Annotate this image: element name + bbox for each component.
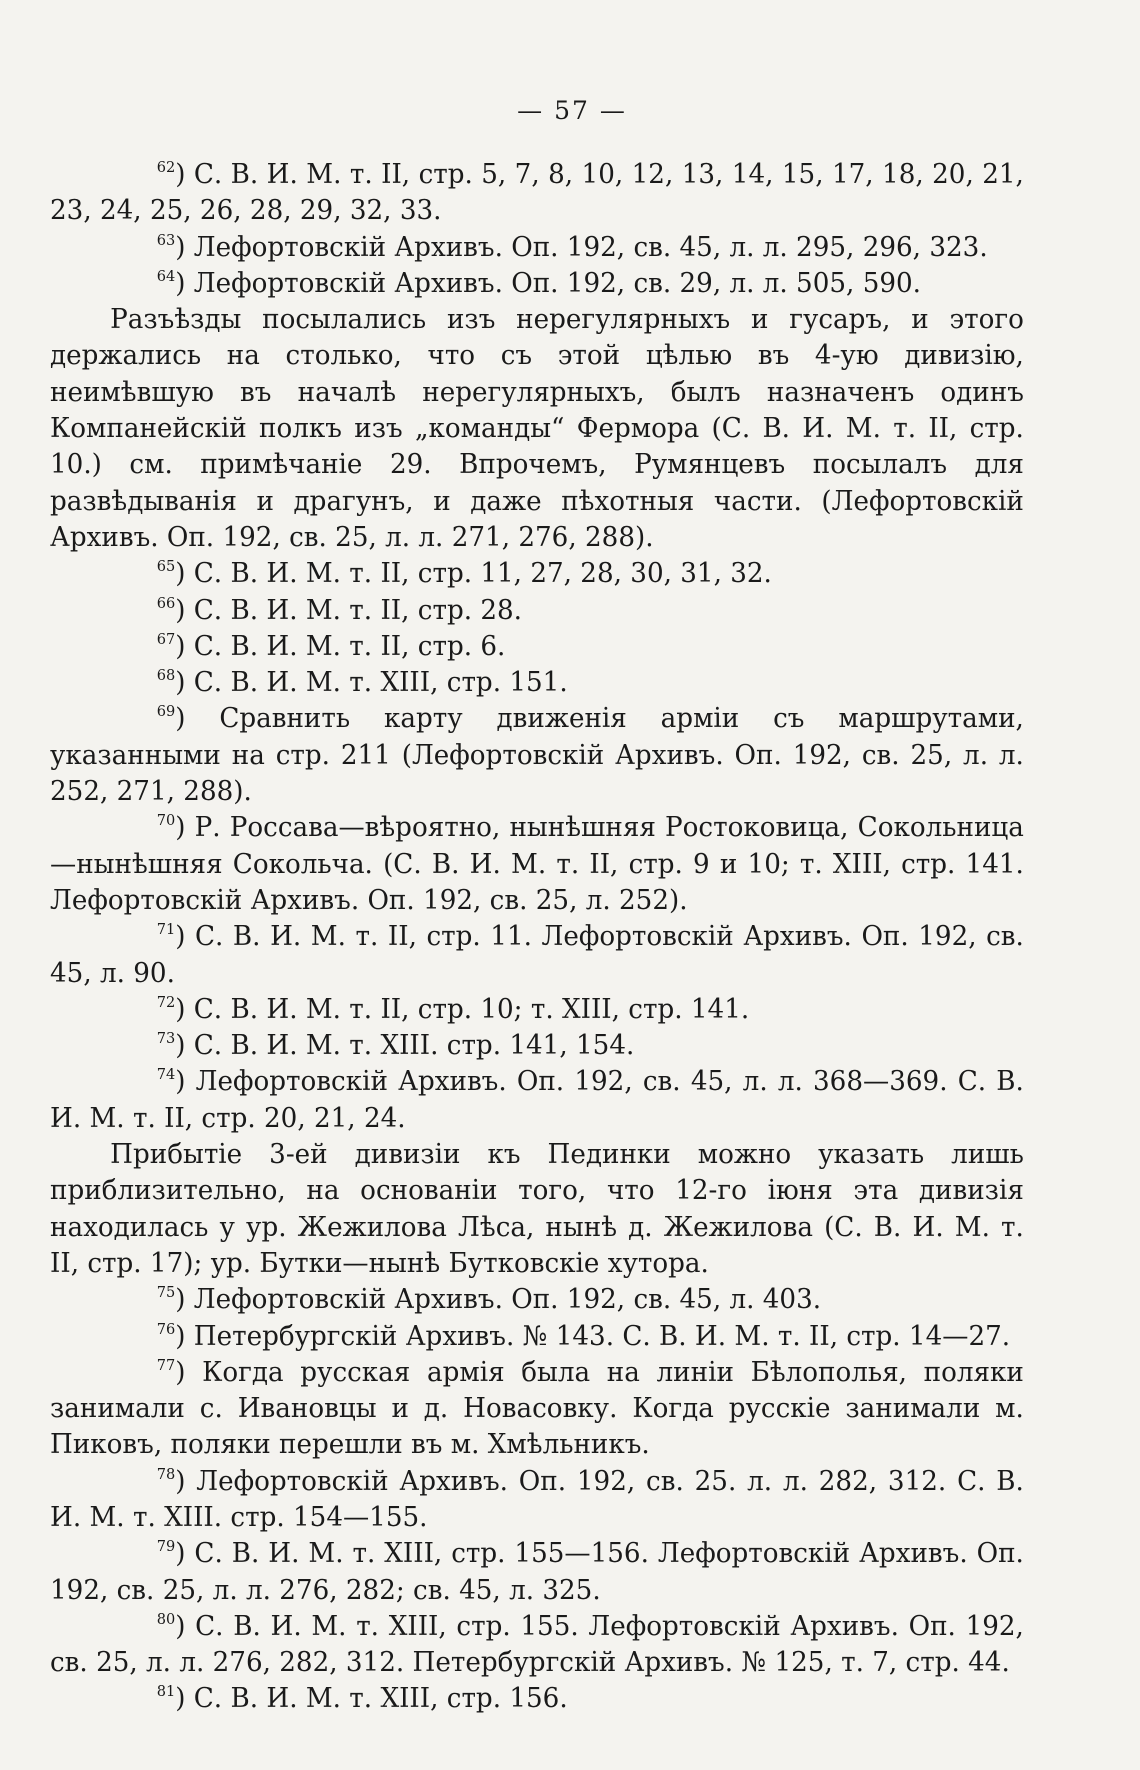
paragraph-text: Прибытіе 3-ей дивизіи къ Пединки можно указать лишь приблизительно, на основаніи того, что 12-го іюня эта дивизія находилась у ур. Жежилова Лѣса, нынѣ д. Жежилова (С. В. И. М. т. II, стр. 17); ур. Бутки—нынѣ Бутковскіе хутора. <box>50 1139 1024 1279</box>
footnote-text: ) С. В. И. М. т. II, стр. 5, 7, 8, 10, 12, 13, 14, 15, 17, 18, 20, 21, 23, 24, 25, 26, 28, 29, 32, 33. <box>50 159 1024 227</box>
footnote-number: 62 <box>156 158 176 176</box>
footnote-number: 71 <box>156 920 176 939</box>
footnote-text: ) Лефортовскій Архивъ. Оп. 192, св. 45, л. 403. <box>175 1284 822 1316</box>
footnote-number: 65 <box>156 557 176 576</box>
footnote-number: 67 <box>156 629 176 648</box>
page-number: — 57 — <box>517 96 627 125</box>
footnote <box>50 556 1024 592</box>
footnote-text: ) Р. Россава—вѣроятно, нынѣшняя Ростоковица, Сокольница—нынѣшняя Сокольча. (С. В. И. М. т. II, стр. 9 и 10; т. XIII, стр. 141. Лефортовскій Архивъ. Оп. 192, св. 25, л. 252). <box>50 812 1024 916</box>
footnote-number: 63 <box>156 230 176 249</box>
footnote <box>50 665 1024 701</box>
paragraph <box>50 302 1024 556</box>
paragraph <box>50 1137 1024 1282</box>
footnote-text: ) С. В. И. М. т. XIII, стр. 155. Лефортовскій Архивъ. Оп. 192, св. 25, л. л. 276, 282, 312. Петербургскій Архивъ. № 125, т. 7, стр. 44. <box>50 1610 1024 1679</box>
footnote-text: ) С. В. И. М. т. II, стр. 10; т. XIII, стр. 141. <box>175 993 750 1025</box>
paragraph-text: Разъѣзды посылались изъ нерегулярныхъ и гусаръ, и этого держались на столько, что съ этой цѣлью въ 4-ую дивизію, неимѣвшую въ началѣ нерегулярныхъ, былъ назначенъ одинъ Компанейскій полкъ изъ „команды“ Фермора (С. В. И. М. т. II, стр. 10.) см. примѣчаніе 29. Впрочемъ, Румянцевъ посылалъ для развѣдыванія и драгунъ, и даже пѣхотныя части. (Лефортовскій Архивъ. Оп. 192, св. 25, л. л. 271, 276, 288). <box>50 304 1024 553</box>
footnote <box>50 266 1024 302</box>
footnote <box>50 230 1024 266</box>
footnote <box>50 1282 1024 1318</box>
footnote-text: ) Петербургскій Архивъ. № 143. С. В. И. М. т. II, стр. 14—27. <box>175 1320 1011 1352</box>
footnote-text: ) С. В. И. М. т. XIII, стр. 156. <box>175 1683 568 1715</box>
footnote-number: 73 <box>156 1029 176 1048</box>
footnote <box>50 1355 1024 1464</box>
footnote <box>50 1064 1024 1137</box>
footnote-text: ) С. В. И. М. т. II, стр. 11. Лефортовскій Архивъ. Оп. 192, св. 45, л. 90. <box>50 921 1024 989</box>
footnote-text: ) С. В. И. М. т. II, стр. 11, 27, 28, 30, 31, 32. <box>175 558 772 590</box>
footnote <box>50 919 1024 992</box>
footnote <box>50 1681 1024 1717</box>
footnote-number: 74 <box>156 1065 176 1084</box>
footnote <box>50 1536 1024 1609</box>
footnote <box>50 810 1024 919</box>
footnote <box>50 593 1024 629</box>
footnote-number: 64 <box>156 266 176 285</box>
footnote <box>50 1319 1024 1355</box>
footnote-number: 72 <box>156 992 176 1011</box>
footnote-text: ) С. В. И. М. т. II, стр. 28. <box>175 594 523 626</box>
footnote-text: ) Лефортовскій Архивъ. Оп. 192, св. 45, л. л. 368—369. С. В. И. М. т. II, стр. 20, 21, 24. <box>50 1066 1024 1134</box>
footnote-text: ) С. В. И. М. т. XIII. стр. 141, 154. <box>175 1030 635 1062</box>
footnote <box>50 701 1024 810</box>
footnote <box>50 1464 1024 1537</box>
footnote <box>50 992 1024 1028</box>
footnote <box>50 1609 1024 1682</box>
footnote-number: 69 <box>156 702 176 721</box>
footnote-text: ) Сравнить карту движенія арміи съ маршрутами, указанными на стр. 211 (Лефортовскій Архивъ. Оп. 192, св. 25, л. л. 252, 271, 288). <box>50 703 1024 808</box>
footnote-text: ) Когда русская армія была на линіи Бѣлополья, поляки занимали с. Ивановцы и д. Новасовку. Когда русскіе занимали м. Пиковъ, поляки перешли въ м. Хмѣльникъ. <box>50 1356 1024 1461</box>
footnote-number: 76 <box>156 1319 176 1338</box>
footnotes-body <box>50 157 1024 1718</box>
footnote <box>50 629 1024 665</box>
footnote-number: 81 <box>156 1682 176 1701</box>
footnote-number: 68 <box>156 666 176 685</box>
footnote-text: ) С. В. И. М. т. XIII, стр. 151. <box>175 667 568 699</box>
footnote-text: ) С. В. И. М. т. II, стр. 6. <box>175 630 506 662</box>
footnote-text: ) С. В. И. М. т. XIII, стр. 155—156. Лефортовскій Архивъ. Оп. 192, св. 25, л. л. 276, 282; св. 45, л. 325. <box>50 1538 1024 1606</box>
footnote-number: 77 <box>156 1355 176 1374</box>
footnote-number: 80 <box>156 1609 176 1628</box>
footnote-number: 75 <box>156 1283 176 1302</box>
footnote-number: 78 <box>156 1464 176 1483</box>
footnote <box>50 1028 1024 1064</box>
footnote-text: ) Лефортовскій Архивъ. Оп. 192, св. 45, л. л. 295, 296, 323. <box>175 231 988 263</box>
footnote-number: 70 <box>156 811 176 830</box>
footnote-number: 66 <box>156 593 176 612</box>
footnote-number: 79 <box>156 1537 176 1556</box>
footnote-text: ) Лефортовскій Архивъ. Оп. 192, св. 25. л. л. 282, 312. С. В. И. М. т. XIII. стр. 154—155. <box>50 1465 1024 1533</box>
footnote-text: ) Лефортовскій Архивъ. Оп. 192, св. 29, л. л. 505, 590. <box>175 267 922 299</box>
footnote <box>50 157 1024 230</box>
